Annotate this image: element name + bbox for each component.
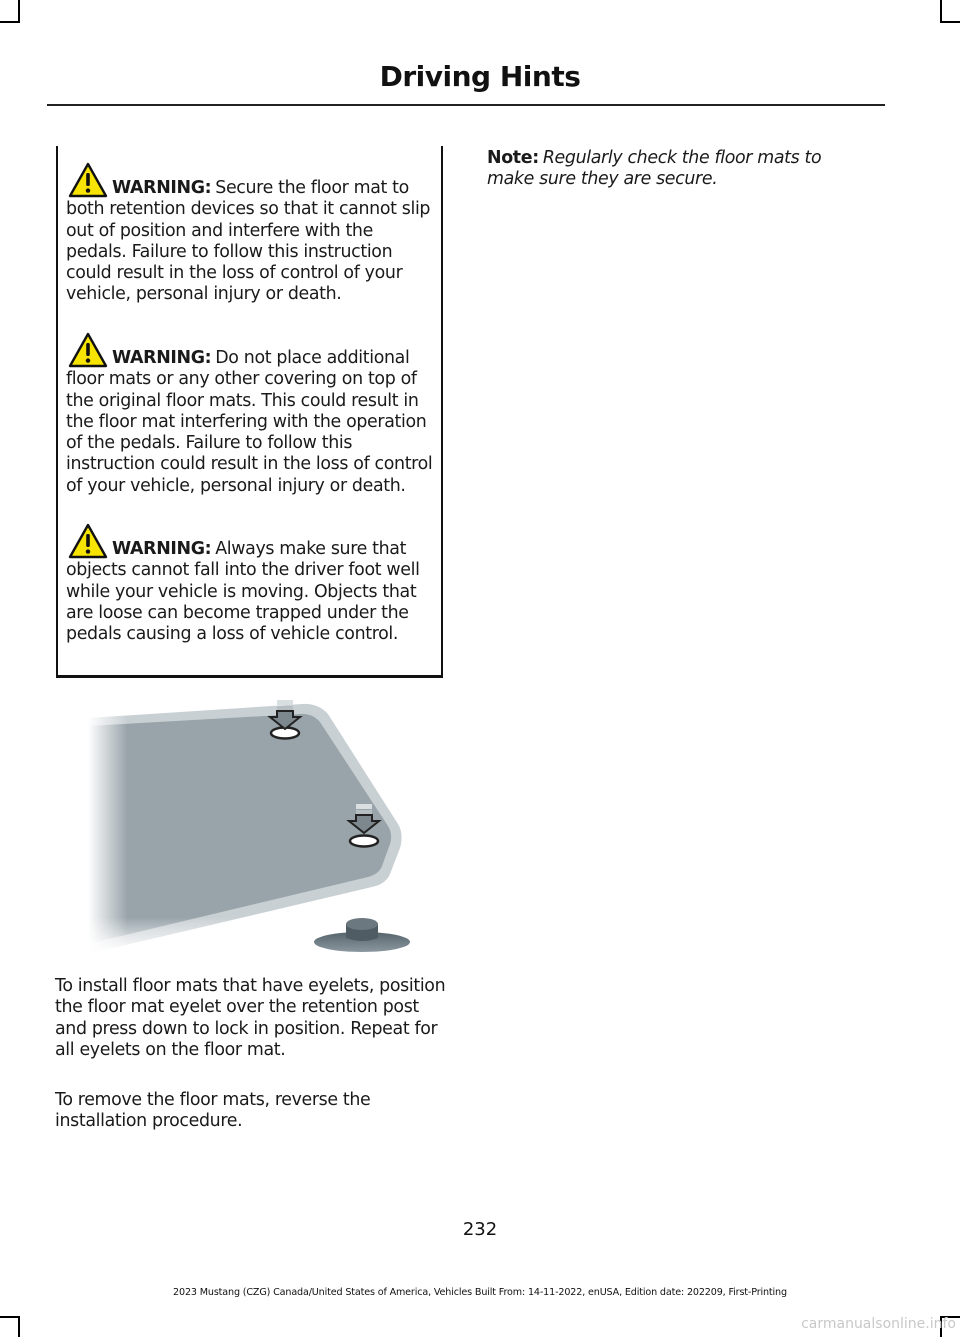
- warning-triangle-icon: [68, 523, 108, 559]
- warning-label: WARNING:: [112, 539, 212, 559]
- warning-label: WARNING:: [112, 178, 212, 198]
- crop-mark: [18, 0, 20, 23]
- watermark: carmanualsonline.info: [801, 1316, 956, 1332]
- note-label: Note:: [487, 148, 539, 168]
- warning-label: WARNING:: [112, 348, 212, 368]
- page-number: 232: [462, 1219, 498, 1240]
- note: [487, 148, 867, 191]
- crop-mark: [0, 21, 20, 23]
- note-text: Regularly check the floor mats to make sure they are secure.: [487, 148, 822, 190]
- mat-eyelet: [350, 836, 378, 847]
- warning-item: [66, 348, 438, 497]
- crop-mark: [18, 1316, 20, 1337]
- warning-text: Secure the floor mat to both retention devices so that it cannot slip out of position and interfere with the pedals. Failure to follow this instruction could result in the loss of control of your vehicle, personal injury or death.: [66, 178, 431, 305]
- crop-mark: [0, 1316, 20, 1318]
- warning-text: Always make sure that objects cannot fall into the driver foot well while your vehicle is moving. Objects that are loose can become trapped under the pedals causing a loss of vehicle control.: [66, 539, 420, 645]
- warning-item: [66, 178, 438, 306]
- floor-mat-illustration: [88, 692, 418, 954]
- warning-item: [66, 539, 438, 645]
- warning-text: Do not place additional floor mats or any other covering on top of the original floor mats. This could result in the floor mat interfering with the operation of the pedals. Failure to follow this instruction could result in the loss of control of your vehicle, personal injury or death.: [66, 348, 433, 496]
- warning-triangle-icon: [68, 332, 108, 368]
- body-paragraph: To remove the floor mats, reverse the installation procedure.: [55, 1090, 371, 1132]
- warning-box: [56, 146, 443, 678]
- body-paragraph: To install floor mats that have eyelets, position the floor mat eyelet over the retention post and press down to lock in position. Repeat for all eyelets on the floor mat.: [55, 976, 446, 1060]
- warning-triangle-icon: [68, 162, 108, 198]
- page-title: Driving Hints: [379, 60, 581, 93]
- header-divider: [47, 104, 885, 106]
- footer-text: 2023 Mustang (CZG) Canada/United States of America, Vehicles Built From: 14-11-2022, enUSA, Edition date: 202209, First-Printing: [173, 1287, 787, 1298]
- crop-mark: [940, 0, 942, 23]
- crop-mark: [940, 21, 960, 23]
